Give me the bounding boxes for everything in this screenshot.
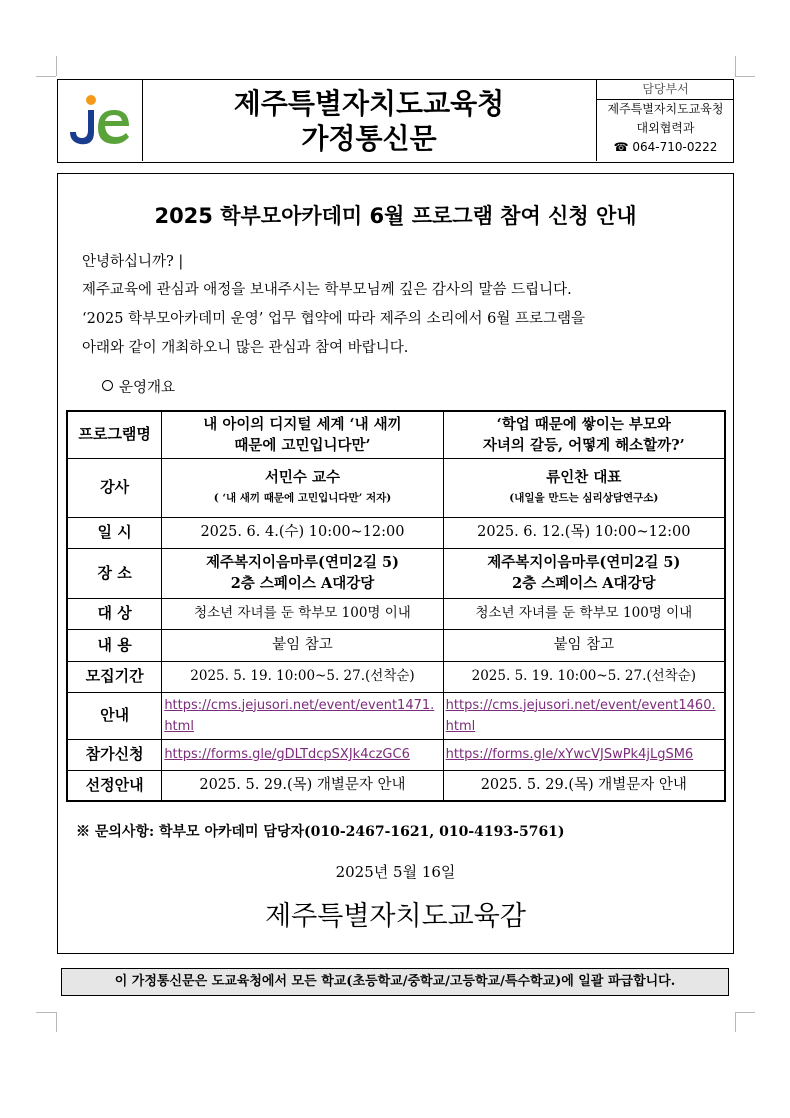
- content-2: 붙임 참고: [443, 629, 725, 661]
- lecturer-1: [162, 458, 443, 517]
- guide-link-2-line2[interactable]: html: [445, 718, 476, 734]
- header-title: [142, 80, 596, 161]
- program-table: [66, 410, 726, 802]
- paragraph-3: 아래와 같이 개최하오니 많은 관심과 참여 바랍니다.: [82, 340, 409, 356]
- guide-link-2[interactable]: [443, 692, 725, 739]
- paragraph-1: 제주교육에 관심과 애정을 보내주시는 학부모님께 깊은 감사의 말씀 드립니다.: [82, 282, 572, 298]
- distribution-notice: 이 가정통신문은 도교육청에서 모든 학교(초등학교/중학교/고등학교/특수학교)에 일괄 파급합니다.: [61, 968, 729, 996]
- circle-bullet-icon: [102, 380, 113, 391]
- program-1-line2: 때문에 고민입니다만’: [234, 436, 371, 454]
- program-2-line1: ‘학업 때문에 쌓이는 부모와: [496, 415, 671, 433]
- paragraph-2: ‘2025 학부모아카데미 운영’ 업무 협약에 따라 제주의 소리에서 6월 프로그램을: [82, 311, 586, 327]
- table-row: [67, 548, 725, 598]
- period-2: 2025. 5. 19. 10:00~5. 27.(선착순): [443, 661, 725, 692]
- table-row: [67, 692, 725, 739]
- place-1: [162, 548, 443, 598]
- issue-date: 2025년 5월 16일: [335, 863, 456, 881]
- section-heading: [102, 376, 175, 397]
- place-1-line1: 제주복지이음마루(연미2길 5): [205, 554, 399, 571]
- document-title: 2025 학부모아카데미 6월 프로그램 참여 신청 안내: [154, 204, 637, 228]
- dept-box: [596, 80, 734, 161]
- inquiry-contact: ※ 문의사항: 학부모 아카데미 담당자(010-2467-1621, 010-4193-5761): [76, 824, 565, 840]
- lecturer-2: [443, 458, 725, 517]
- guide-link-2-line1[interactable]: https://cms.jejusori.net/event/event1460.: [445, 697, 716, 713]
- dept-phone: ☎ 064-710-0222: [613, 140, 718, 154]
- dept-org: 제주특별자치도교육청: [607, 102, 724, 116]
- table-row: [67, 598, 725, 629]
- target-1: 청소년 자녀를 둔 학부모 100명 이내: [162, 598, 443, 629]
- table-row: [67, 661, 725, 692]
- program-2-line2: 자녀의 갈등, 어떻게 해소할까?’: [482, 436, 685, 454]
- jeju-education-logo: [58, 80, 142, 161]
- place-2-line2: 2층 스페이스 A대강당: [512, 575, 656, 592]
- crop-mark: [735, 76, 755, 77]
- crop-mark: [36, 1012, 56, 1013]
- lecturer-2-note: (내일을 만드는 심리상담연구소): [509, 491, 659, 504]
- logo-cell: [58, 80, 143, 161]
- letter-body: [57, 173, 734, 954]
- table-row: [67, 770, 725, 801]
- label-guide: 안내: [67, 692, 162, 739]
- guide-link-1[interactable]: [162, 692, 443, 739]
- datetime-2: 2025. 6. 12.(목) 10:00~12:00: [443, 517, 725, 548]
- select-2: 2025. 5. 29.(목) 개별문자 안내: [443, 770, 725, 801]
- label-apply: 참가신청: [67, 739, 162, 770]
- apply-link-1[interactable]: [162, 739, 443, 770]
- place-2-line1: 제주복지이음마루(연미2길 5): [487, 554, 681, 571]
- apply-link-1-text[interactable]: https://forms.gle/gDLTdcpSXJk4czGC6: [164, 747, 410, 762]
- label-program: 프로그램명: [67, 411, 162, 458]
- table-row: [67, 739, 725, 770]
- guide-link-1-line2[interactable]: html: [164, 718, 194, 734]
- period-1: 2025. 5. 19. 10:00~5. 27.(선착순): [162, 661, 443, 692]
- header-title-line2: 가정통신문: [301, 122, 437, 155]
- apply-link-2[interactable]: [443, 739, 725, 770]
- label-place: 장 소: [67, 548, 162, 598]
- guide-link-1-line1[interactable]: https://cms.jejusori.net/event/event1471.: [164, 697, 435, 713]
- label-target: 대 상: [67, 598, 162, 629]
- table-row: [67, 517, 725, 548]
- datetime-1: 2025. 6. 4.(수) 10:00~12:00: [162, 517, 443, 548]
- crop-mark: [735, 1012, 755, 1013]
- crop-mark: [36, 76, 56, 77]
- table-row: [67, 458, 725, 517]
- header-title-line1: 제주특별자치도교육청: [233, 87, 505, 120]
- section-heading-text: 운영개요: [119, 380, 176, 396]
- lecturer-2-name: 류인찬 대표: [546, 468, 622, 486]
- target-2: 청소년 자녀를 둔 학부모 100명 이내: [443, 598, 725, 629]
- label-period: 모집기간: [67, 661, 162, 692]
- lecturer-1-note: ( ‘내 새끼 때문에 고민입니다만’ 저자): [213, 491, 392, 504]
- greeting: 안녕하십니까? |: [82, 254, 184, 270]
- table-row: [67, 411, 725, 458]
- crop-mark: [56, 56, 57, 76]
- signer: 제주특별자치도교육감: [265, 901, 526, 932]
- program-1-line1: 내 아이의 디지털 세계 ‘내 새끼: [203, 415, 402, 433]
- select-1: 2025. 5. 29.(목) 개별문자 안내: [162, 770, 443, 801]
- crop-mark: [56, 1012, 57, 1032]
- crop-mark: [735, 56, 736, 76]
- program-2: [443, 411, 725, 458]
- label-select: 선정안내: [67, 770, 162, 801]
- letter-header: [57, 79, 734, 163]
- label-datetime: 일 시: [67, 517, 162, 548]
- program-1: [162, 411, 443, 458]
- crop-mark: [735, 1012, 736, 1032]
- dept-label: 담당부서: [597, 80, 734, 100]
- place-1-line2: 2층 스페이스 A대강당: [230, 575, 375, 592]
- label-lecturer: 강사: [67, 458, 162, 517]
- dept-team: 대외협력과: [636, 121, 695, 135]
- apply-link-2-text[interactable]: https://forms.gle/xYwcVJSwPk4jLgSM6: [445, 747, 694, 762]
- content-1: 붙임 참고: [162, 629, 443, 661]
- table-row: [67, 629, 725, 661]
- place-2: [443, 548, 725, 598]
- lecturer-1-name: 서민수 교수: [264, 468, 341, 486]
- label-content: 내 용: [67, 629, 162, 661]
